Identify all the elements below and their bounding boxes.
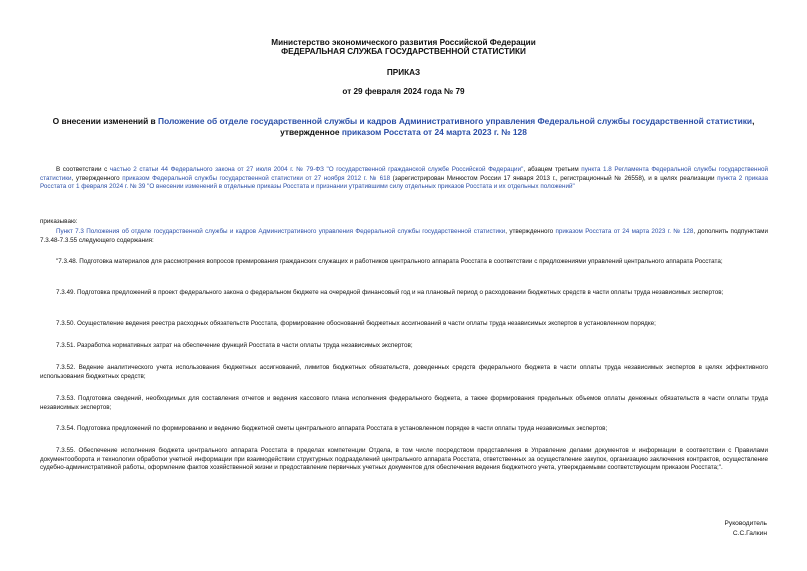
title-link-regulation[interactable]: Положение об отделе государственной службы и кадров Административного управления Федеральной службы государственной статистики <box>158 116 753 126</box>
point-1-link-order[interactable]: приказом Росстата от 24 марта 2023 г. № 128 <box>555 228 694 235</box>
intro-text-3: , утвержденного <box>71 174 123 182</box>
item-7-3-52: 7.3.52. Ведение аналитического учета использования бюджетных ассигнований, лимитов бюджетных обязательств, доведенных средств федерального бюджета в части оплаты труда независимых экспертов в целях эффективного использования бюджетных средств; <box>40 364 768 380</box>
item-7-3-53: 7.3.53. Подготовка сведений, необходимых для составления отчетов и ведения кассового плана исполнения федерального бюджета, а также формирования предельных объемов оплаты денежных обязательств в части оплаты труда независимых экспертов; <box>40 395 768 411</box>
order-word: приказываю: <box>40 218 78 225</box>
doc-date-number: от 29 февраля 2024 года № 79 <box>342 87 465 96</box>
item-7-3-48: "7.3.48. Подготовка материалов для рассмотрения вопросов премирования гражданских служащих и работников центрального аппарата Росстата в соответствии с предложениями управлений центрального аппарата Росстата; <box>56 258 723 265</box>
signature-role: Руководитель <box>724 520 767 527</box>
doc-type: ПРИКАЗ <box>386 68 421 77</box>
item-7-3-54: 7.3.54. Подготовка предложений по формированию и ведению бюджетной сметы центрального аппарата Росстата в установленном порядке в части оплаты труда независимых экспертов; <box>56 425 608 432</box>
service-name: ФЕДЕРАЛЬНАЯ СЛУЖБА ГОСУДАРСТВЕННОЙ СТАТИСТИКИ <box>281 47 526 56</box>
ministry-name: Министерство экономического развития Российской Федерации <box>271 38 536 47</box>
item-7-3-55: 7.3.55. Обеспечение исполнения бюджета центрального аппарата Росстата в пределах компетенции Отдела, в том числе посредством представления в Управление делами документов и информации в соответствии с Правилами документооборота и технологии обработки учетной информации при взаимодействии структурных подразделений центрального аппарата Росстата, ответственных за осуществление закупок, организацию заключения контрактов, осуществление судебно-административной работы, оформление фактов хозяйственной жизни и предоставление первичных учетных документов для обеспечения ведения бюджетного учета, утверждаемыми соответствующим приказом Росстата;". <box>40 447 768 472</box>
intro-text-4: (зарегистрирован Минюстом России 17 января 2013 г., регистрационный № 26558), и в целях реализации <box>390 174 718 182</box>
intro-link-reglament[interactable]: пункта 1.8 Регламента Федеральной службы государственной статистики <box>40 166 769 182</box>
item-7-3-51: 7.3.51. Разработка нормативных затрат на обеспечение функций Росстата в части оплаты труда независимых экспертов; <box>56 342 413 349</box>
intro-link-order-618[interactable]: приказом Федеральной службы государственной статистики от 27 ноября 2012 г. № 618 <box>122 174 391 182</box>
point-1-link-regulation[interactable]: Пункт 7.3 Положения об отделе государственной службы и кадров Административного управления Федеральной службы государственной статистики <box>56 228 506 235</box>
signature-name: С.С.Галкин <box>732 530 767 537</box>
intro-link-order-39[interactable]: пункта 2 приказа Росстата от 1 февраля 2024 г. № 39 "О внесении изменений в отдельные приказы Росстата и признании утратившими силу отдельных приказов Росстата и их отдельных положений" <box>40 174 768 191</box>
point-1-paragraph <box>40 228 768 245</box>
title-prefix: О внесении изменений в <box>52 116 159 126</box>
doc-title <box>40 116 767 137</box>
title-middle: , утвержденное <box>280 116 755 137</box>
item-7-3-49: 7.3.49. Подготовка предложений в проект федерального закона о федеральном бюджете на очередной финансовый год и на плановый период о расходовании бюджетных средств в части оплаты труда независимых экспертов; <box>56 289 724 296</box>
title-link-order[interactable]: приказом Росстата от 24 марта 2023 г. № 128 <box>341 126 527 137</box>
intro-text-2: , абзацем третьим <box>523 166 582 173</box>
point-1-text-2: , дополнить подпунктами 7.3.48-7.3.55 следующего содержания: <box>40 228 769 244</box>
point-1-text-1: , утвержденного <box>505 228 556 235</box>
item-7-3-50: 7.3.50. Осуществление ведения реестра расходных обязательств Росстата, формирование обоснований бюджетных ассигнований в части оплаты труда независимых экспертов в установленном порядке; <box>56 320 656 327</box>
intro-paragraph <box>40 166 768 192</box>
intro-text-1: В соответствии с <box>56 166 110 173</box>
intro-link-law[interactable]: частью 2 статьи 44 Федерального закона от 27 июля 2004 г. № 79-ФЗ "О государственной гражданской службе Российской Федерации" <box>109 166 524 173</box>
